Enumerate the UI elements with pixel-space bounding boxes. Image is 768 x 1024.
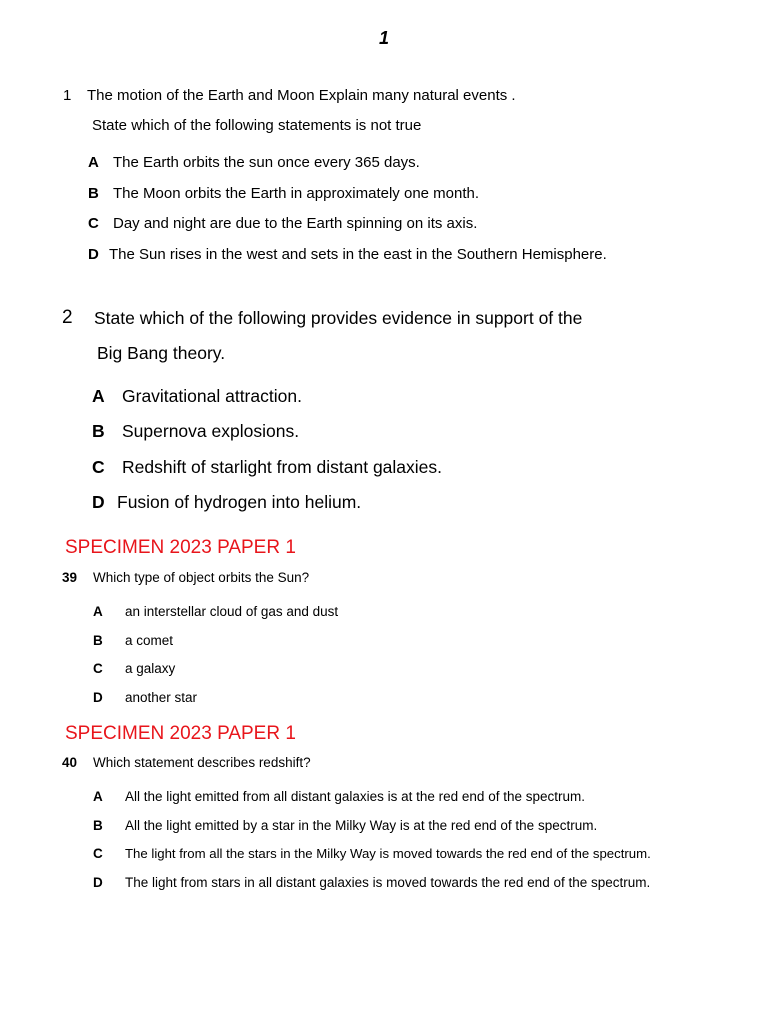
option-text: The Earth orbits the sun once every 365 days. <box>113 154 420 171</box>
option-text: The Sun rises in the west and sets in the east in the Southern Hemisphere. <box>109 246 607 263</box>
option-letter: C <box>92 457 105 477</box>
option-letter: D <box>93 875 103 890</box>
option-letter: C <box>93 846 103 861</box>
option-text: a galaxy <box>125 661 176 676</box>
option-letter: A <box>93 789 103 804</box>
option-letter: B <box>93 818 103 833</box>
option-text: The Moon orbits the Earth in approximately one month. <box>113 185 480 202</box>
question-stem: State which of the following provides evidence in support of the <box>94 308 583 328</box>
question-stem: Big Bang theory. <box>97 343 226 363</box>
option-text: All the light emitted by a star in the Milky Way is at the red end of the spectrum. <box>125 818 598 833</box>
question-number: 40 <box>62 755 78 770</box>
option-text: another star <box>125 690 198 705</box>
option-letter: D <box>92 492 105 512</box>
page-number: 1 <box>378 28 389 48</box>
question-stem: The motion of the Earth and Moon Explain many natural events . <box>87 87 516 104</box>
option-letter: C <box>93 661 103 676</box>
option-letter: A <box>93 604 103 619</box>
option-letter: C <box>88 215 99 232</box>
option-letter: D <box>93 690 103 705</box>
option-text: Redshift of starlight from distant galaxies. <box>122 457 443 477</box>
option-text: Day and night are due to the Earth spinning on its axis. <box>113 215 478 232</box>
option-text: Gravitational attraction. <box>122 386 302 406</box>
option-text: The light from all the stars in the Milky Way is moved towards the red end of the spectrum. <box>125 846 651 861</box>
option-text: an interstellar cloud of gas and dust <box>125 604 339 619</box>
option-letter: A <box>92 386 105 406</box>
section-heading: SPECIMEN 2023 PAPER 1 <box>65 723 296 744</box>
option-text: a comet <box>125 633 174 648</box>
question-number: 2 <box>62 307 73 328</box>
option-letter: D <box>88 246 99 263</box>
question-stem: Which type of object orbits the Sun? <box>93 570 310 585</box>
option-letter: B <box>93 633 103 648</box>
option-text: All the light emitted from all distant galaxies is at the red end of the spectrum. <box>125 789 585 804</box>
option-text: Fusion of hydrogen into helium. <box>117 492 362 512</box>
section-heading: SPECIMEN 2023 PAPER 1 <box>65 537 296 558</box>
option-letter: B <box>92 421 105 441</box>
question-number: 39 <box>62 570 78 585</box>
option-text: Supernova explosions. <box>122 421 300 441</box>
question-stem: Which statement describes redshift? <box>93 755 311 770</box>
option-text: The light from stars in all distant galaxies is moved towards the red end of the spectrum. <box>125 875 651 890</box>
option-letter: A <box>88 154 99 171</box>
question-instruction: State which of the following statements is not true <box>92 117 422 134</box>
question-number: 1 <box>63 87 72 104</box>
option-letter: B <box>88 185 99 202</box>
